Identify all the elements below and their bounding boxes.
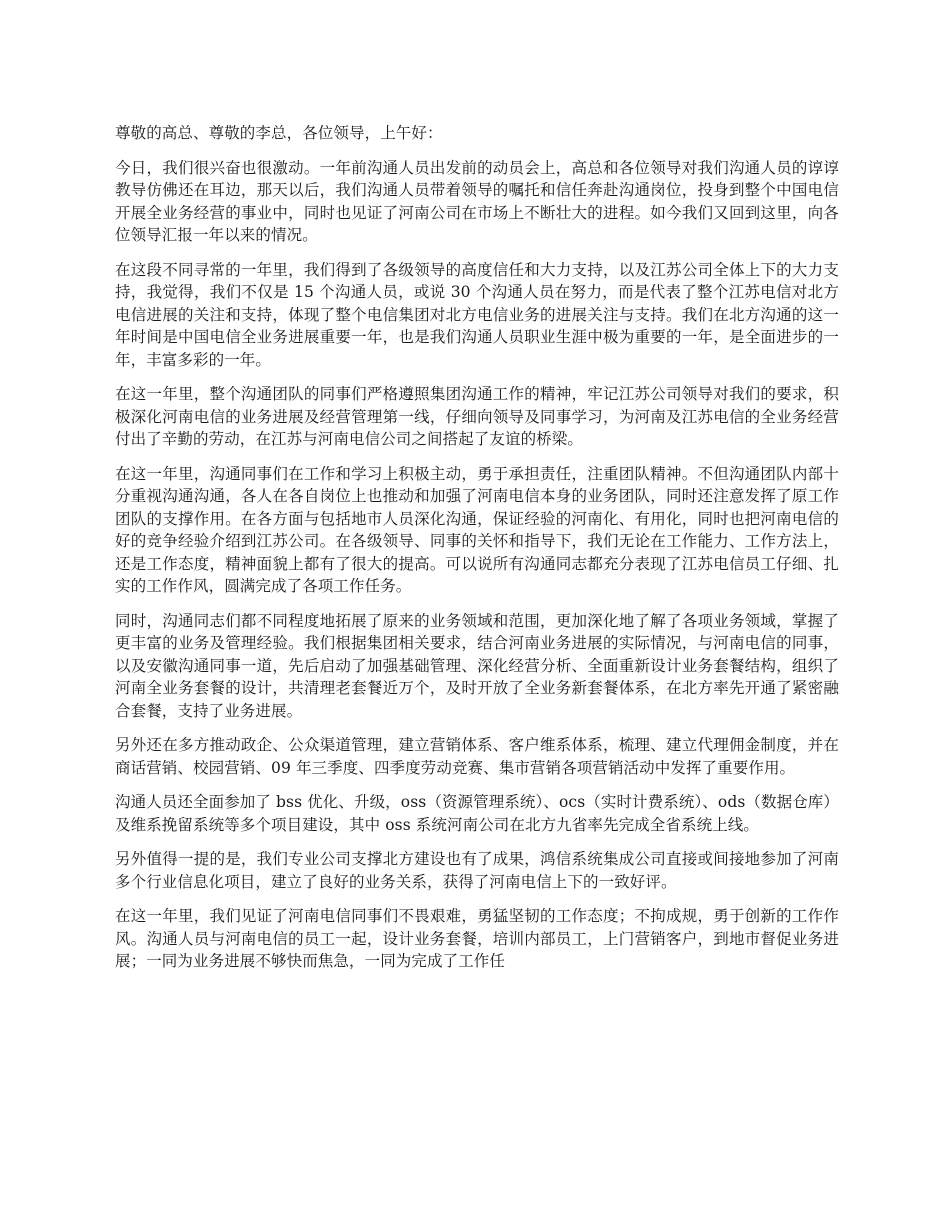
document-page	[115, 122, 839, 985]
paragraph-6: 另外还在多方推动政企、公众渠道管理，建立营销体系、客户维系体系，梳理、建立代理佣金制度，并在商话营销、校园营销、09 年三季度、四季度劳动竞赛、集市营销各项营销活动中发挥了重要作用。	[115, 736, 839, 777]
greeting-line: 尊敬的高总、尊敬的李总，各位领导，上午好：	[115, 124, 443, 142]
paragraph-9: 在这一年里，我们见证了河南电信同事们不畏艰难，勇猛坚韧的工作态度；不拘成规，勇于创新的工作作风。沟通人员与河南电信的员工一起，设计业务套餐，培训内部员工，上门营销客户，到地市督促业务进展；一同为业务进展不够快而焦急，一同为完成了工作任	[115, 907, 839, 970]
paragraph-3: 在这一年里，整个沟通团队的同事们严格遵照集团沟通工作的精神，牢记江苏公司领导对我们的要求，积极深化河南电信的业务进展及经营管理第一线，仔细向领导及同事学习，为河南及江苏电信的全业务经营付出了辛勤的劳动，在江苏与河南电信公司之间搭起了友谊的桥梁。	[115, 385, 839, 448]
paragraph-7: 沟通人员还全面参加了 bss 优化、升级，oss（资源管理系统）、ocs（实时计费系统）、ods（数据仓库）及维系挽留系统等多个项目建设，其中 oss 系统河南公司在北方九省率先完成全省系统上线。	[115, 793, 840, 834]
paragraph-2: 在这段不同寻常的一年里，我们得到了各级领导的高度信任和大力支持，以及江苏公司全体上下的大力支持，我觉得，我们不仅是 15 个沟通人员，或说 30 个沟通人员在努力，而是代表了整个江苏电信对北方电信进展的关注和支持，体现了整个电信集团对北方电信业务的进展关注与支持。我们在北方沟通的这一年时间是中国电信全业务进展重要一年，也是我们沟通人员职业生涯中极为重要的一年，是全面进步的一年，丰富多彩的一年。	[115, 260, 839, 369]
paragraph-5: 同时，沟通同志们都不同程度地拓展了原来的业务领域和范围，更加深化地了解了各项业务领域，掌握了更丰富的业务及管理经验。我们根据集团相关要求，结合河南业务进展的实际情况，与河南电信的同事，以及安徽沟通同事一道，先后启动了加强基础管理、深化经营分析、全面重新设计业务套餐结构，组织了河南全业务套餐的设计，共清理老套餐近万个，及时开放了全业务新套餐体系，在北方率先开通了紧密融合套餐，支持了业务进展。	[115, 611, 839, 720]
paragraph-4: 在这一年里，沟通同事们在工作和学习上积极主动，勇于承担责任，注重团队精神。不但沟通团队内部十分重视沟通沟通，各人在各自岗位上也推动和加强了河南电信本身的业务团队，同时还注意发挥了原工作团队的支撑作用。在各方面与包括地市人员深化沟通，保证经验的河南化、有用化，同时也把河南电信的好的竞争经验介绍到江苏公司。在各级领导、同事的关怀和指导下，我们无论在工作能力、工作方法上，还是工作态度，精神面貌上都有了很大的提高。可以说所有沟通同志都充分表现了江苏电信员工仔细、扎实的工作作风，圆满完成了各项工作任务。	[115, 464, 839, 595]
paragraph-1: 今日，我们很兴奋也很激动。一年前沟通人员出发前的动员会上，高总和各位领导对我们沟通人员的谆谆教导仿佛还在耳边，那天以后，我们沟通人员带着领导的嘱托和信任奔赴沟通岗位，投身到整个中国电信开展全业务经营的事业中，同时也见证了河南公司在市场上不断壮大的进程。如今我们又回到这里，向各位领导汇报一年以来的情况。	[115, 158, 839, 244]
paragraph-8: 另外值得一提的是，我们专业公司支撑北方建设也有了成果，鸿信系统集成公司直接或间接地参加了河南多个行业信息化项目，建立了良好的业务关系，获得了河南电信上下的一致好评。	[115, 850, 839, 891]
